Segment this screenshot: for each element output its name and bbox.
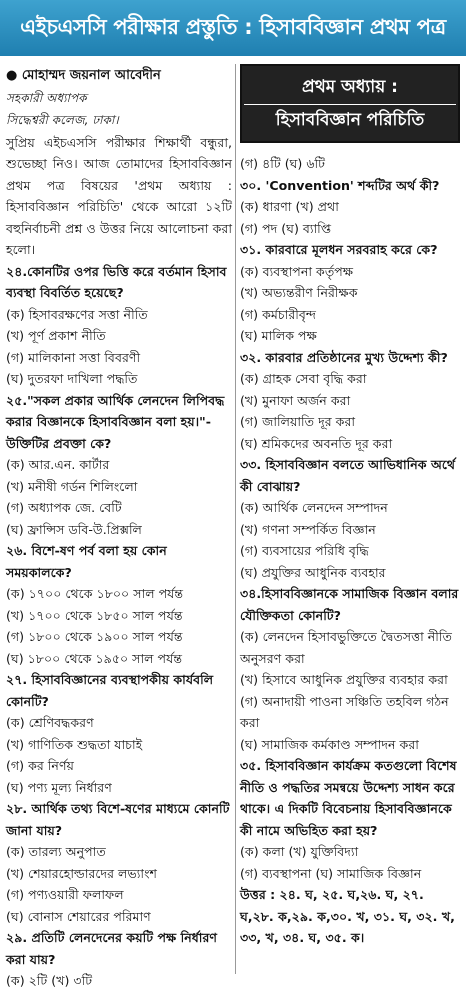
question-text: ২৪.কোনটির ওপর ভিত্তি করে বর্তমান হিসাব ব্যবস্থা বিবর্তিত হয়েছে? [6,263,227,300]
chapter-box [240,64,460,143]
answer-option: (খ) মুনাফা অর্জন করা [240,392,351,408]
answer-option: (খ) গণনা সম্পর্কিত বিজ্ঞান [240,521,376,537]
question-item [240,153,460,175]
question-item [240,347,460,455]
question-text: ৩৩. হিসাববিজ্ঞান বলতে আভিধানিক অর্থে কী বোঝায়? [240,457,456,494]
answer-option: (ক) হিসাবরক্ষণের সত্তা নীতি [6,306,148,322]
answer-option: (খ) পূর্ণ প্রকাশ নীতি [6,328,106,343]
answer-option: (গ) কর নির্ণয় [6,758,74,773]
answer-option: (খ) শেয়ারহোল্ডারদের লভ্যাংশ [6,865,157,881]
question-text: ২৬. বিশে-ষণ পর্ব বলা হয় কোন সময়কালকে? [6,543,167,580]
author-org: সিদ্ধেশ্বরী কলেজ, ঢাকা। [6,113,119,127]
answer-option: (ঘ) সামাজিক কর্মকাণ্ড সম্পাদন করা [240,736,419,752]
answer-option: (খ) হিসাবে আধুনিক প্রযুক্তির ব্যবহার করা [240,672,448,687]
question-text: ২৭. হিসাববিজ্ঞানের ব্যবস্থাপকীয় কার্যবলি কোনটি? [6,672,214,709]
question-item [240,755,460,884]
answer-option: (ঘ) পণ্য মূল্য নির্ধারণ [6,779,112,795]
question-item [6,669,232,798]
answer-option: (খ) ১৭০০ থেকে ১৮৫০ সাল পর্যন্ত [6,607,183,623]
author-name: ● মোহাম্মদ জয়নাল আবেদীন [6,68,161,83]
question-text: ৩২. কারবার প্রতিষ্ঠানের মুখ্য উদ্দেশ্য কী? [240,349,448,365]
chapter-line-2: হিসাববিজ্ঞান পরিচিতি [275,110,425,130]
answer-option: (গ) জালিয়াতি দূর করা [240,414,356,429]
answer-option: (ঘ) মালিক পক্ষ [240,328,317,343]
page-banner: এইচএসসি পরীক্ষার প্রস্তুতি : হিসাববিজ্ঞান প্রথম পত্র [0,0,466,56]
answer-option: (ক) ধারণা (খ) প্রথা [240,199,339,214]
answer-option: (গ) ব্যবস্থাপনা (ঘ) সামাজিক বিজ্ঞান [240,865,422,881]
answer-option: (ক) আর্থিক লেনদেন সম্পাদন [240,500,388,515]
question-text: ২৯. প্রতিটি লেনদেনের কয়টি পক্ষ নির্ধারণ করা যায়? [6,930,217,967]
answer-option: (খ) মনীষী গর্ডন শিলিংলো [6,478,138,494]
answer-option: (ক) লেনদেন হিসাবভুক্তিতে দ্বৈতসত্তা নীতি অনুসরণ করা [240,629,452,666]
answer-option: (ক) কলা (খ) যুক্তিবিদ্যা [240,844,359,859]
left-column [6,64,232,992]
answer-option: (ঘ) প্রযুক্তির আধুনিক ব্যবহার [240,564,386,580]
question-item [6,540,232,669]
column-divider [235,64,236,974]
answer-option: (গ) ১৮০০ থেকে ১৯০০ সাল পর্যন্ত [6,629,183,644]
left-question-list [6,261,232,992]
answer-option: (খ) গাণিতিক শুদ্ধতা যাচাই [6,736,143,752]
question-item [6,798,232,927]
answer-option: (খ) অভ্যন্তরীণ নিরীক্ষক [240,285,358,300]
question-item [240,175,460,240]
answer-option: (ঘ) শ্রমিকদের অবনতি দূর করা [240,435,393,451]
answer-option: (ক) ব্যবস্থাপনা কর্তৃপক্ষ [240,263,354,279]
answer-option: (ঘ) ফ্রান্সিস ডবি-উ.প্রিক্সলি [6,521,142,537]
answer-key: উত্তর : ২৪. ঘ, ২৫. ঘ,২৬. ঘ, ২৭. ঘ,২৮. ক,২৯. ক,৩০. খ, ৩১. ঘ, ৩২. খ, ৩৩, খ, ৩৪. ঘ, ৩৫. ক। [240,887,455,945]
question-text: ২৮. আর্থিক তথ্য বিশে-ষণের মাধ্যমে কোনটি জানা যায়? [6,801,230,838]
author-title: সহকারী অধ্যাপক [6,90,87,105]
answer-option: (গ) অনাদায়ী পাওনা সঞ্চিতি তহবিল গঠন করা [240,693,449,730]
answer-option: (ক) আর.এন. কার্টার [6,457,110,472]
answer-option: (ঘ) দুতরফা দাখিলা পদ্ধতি [6,371,138,386]
answer-option: (ঘ) ১৮০০ থেকে ১৯৫০ সাল পর্যন্ত [6,650,183,666]
answer-option: (ক) তারল্য অনুপাত [6,844,106,859]
answer-option: (ক) ১৭০০ থেকে ১৮০০ সাল পর্যন্ত [6,586,184,601]
question-item [6,927,232,992]
answer-option: (ক) শ্রেণিবদ্ধকরণ [6,715,94,730]
answer-option: (গ) ব্যবসায়ের পরিধি বৃদ্ধি [240,543,369,558]
right-column [240,64,460,949]
question-item [240,239,460,347]
question-text: ৩০. 'Convention' শব্দটির অর্থ কী? [240,177,440,193]
answer-option: (গ) মালিকানা সত্তা বিবরণী [6,349,141,365]
answer-option: (ক) গ্রাহক সেবা বৃদ্ধি করা [240,371,367,386]
answer-option: (গ) কর্মচারীবৃন্দ [240,306,316,322]
answer-option: (ক) ২টি (খ) ৩টি [6,973,93,988]
chapter-line-1: প্রথম অধ্যায় : [244,72,456,105]
question-text: ৩১. কারবারে মূলধন সরবরাহ করে কে? [240,242,438,257]
answer-option: (গ) পণ্যওয়ারী ফলাফল [6,887,124,902]
intro-paragraph: সুপ্রিয় এইচএসসি পরীক্ষার শিক্ষার্থী বন্ধুরা, শুভেচ্ছা নিও। আজ তোমাদের হিসাববিজ্ঞান প্রথম পত্র বিষয়ের 'প্রথম অধ্যায় : হিসাববিজ্ঞান পরিচিতি' থেকে আরো ১২টি বহুনির্বাচনী প্রশ্ন ও উত্তর নিয়ে আলোচনা করা হলো। [6,134,232,257]
author-block [6,64,232,132]
answer-option: (গ) অধ্যাপক জে. বেটি [6,500,122,515]
right-question-list [240,153,460,884]
question-item [240,454,460,583]
question-text: ৩৪.হিসাববিজ্ঞানকে সামাজিক বিজ্ঞান বলার যৌক্তিকতা কোনটি? [240,586,459,623]
answer-option: (ঘ) বোনাস শেয়ারের পরিমাণ [6,908,151,924]
answer-option: (গ) পদ (ঘ) ব্যাপ্তি [240,220,332,236]
question-item [6,261,232,390]
question-text: ২৫."সকল প্রকার আর্থিক লেনদেন লিপিবদ্ধ করার বিজ্ঞানকে হিসাববিজ্ঞান বলা হয়।"- উক্তিটির প্রবক্তা কে? [6,392,225,451]
question-item [6,390,232,541]
answer-option: (গ) ৪টি (ঘ) ৬টি [240,156,325,171]
question-item [240,583,460,755]
question-text: ৩৫. হিসাববিজ্ঞান কার্যক্রম কতগুলো বিশেষ নীতি ও পদ্ধতির সমন্বয়ে উদ্দেশ্য সাধন করে থাকে। এ দিকটি বিবেচনায় হিসাববিজ্ঞানকে কী নামে অভিহিত করা হয়? [240,758,457,838]
